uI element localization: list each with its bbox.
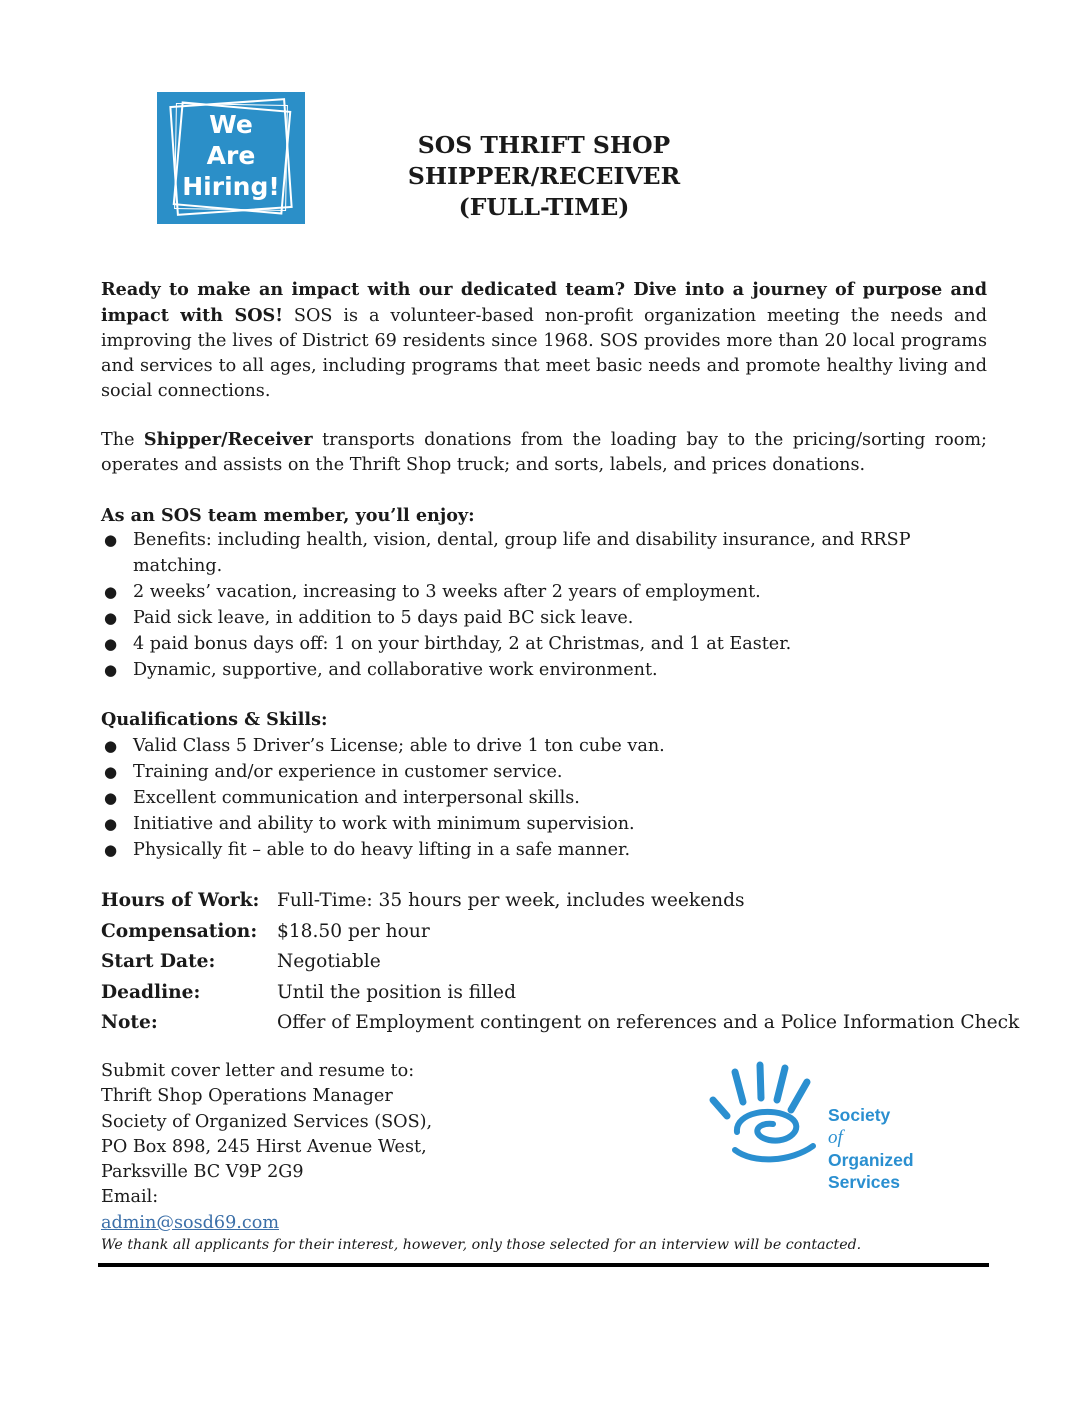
qualifications-heading: Qualifications & Skills: — [101, 709, 328, 730]
we-are-hiring-badge — [157, 92, 305, 224]
badge-text — [157, 109, 305, 202]
role-paragraph — [101, 427, 987, 478]
role-title: Shipper/Receiver — [143, 429, 313, 450]
contact-line: PO Box 898, 245 Hirst Avenue West, — [101, 1136, 427, 1157]
list-item-text: Benefits: including health, vision, dental, group life and disability insurance, and RRSP matching. — [133, 530, 911, 576]
bullet-icon: ● — [104, 531, 118, 549]
detail-row-compensation — [101, 918, 1001, 949]
list-item-text: 4 paid bonus days off: 1 on your birthday, 2 at Christmas, and 1 at Easter. — [133, 634, 792, 654]
bullet-icon: ● — [104, 737, 118, 755]
bullet-icon: ● — [104, 609, 118, 627]
detail-label: Note: — [101, 1012, 158, 1033]
detail-label: Hours of Work: — [101, 890, 260, 911]
email-label: Email: — [101, 1187, 159, 1208]
detail-value: Until the position is filled — [277, 981, 516, 1003]
contact-line: Parksville BC V9P 2G9 — [101, 1162, 304, 1183]
logo-word: of — [828, 1127, 843, 1148]
list-item-text: Dynamic, supportive, and collaborative work environment. — [133, 660, 658, 680]
list-item — [101, 759, 921, 785]
logo-line: Services — [828, 1172, 901, 1192]
list-item — [101, 733, 921, 759]
list-item — [101, 527, 921, 579]
logo-line: Organized — [828, 1150, 914, 1170]
list-item-text: Initiative and ability to work with minimum supervision. — [133, 814, 635, 834]
logo-word: Society — [828, 1105, 891, 1125]
contact-line: Society of Organized Services (SOS), — [101, 1111, 433, 1132]
badge-line: Hiring! — [182, 172, 280, 201]
page-title — [350, 130, 738, 223]
intro-lead: Ready to make an impact with our dedicated team? Dive into a journey of purpose and impact with SOS! — [101, 279, 987, 326]
bullet-icon: ● — [104, 661, 118, 679]
detail-value: $18.50 per hour — [277, 920, 430, 942]
detail-label: Start Date: — [101, 951, 216, 972]
sos-logo — [705, 1060, 945, 1192]
detail-row-deadline — [101, 979, 1001, 1010]
benefits-heading: As an SOS team member, you’ll enjoy: — [101, 505, 475, 526]
contact-line: Thrift Shop Operations Manager — [101, 1086, 393, 1107]
list-item-text: Paid sick leave, in addition to 5 days paid BC sick leave. — [133, 608, 634, 628]
badge-line: Are — [206, 141, 256, 170]
qualifications-list — [101, 733, 921, 863]
list-item-text: Excellent communication and interpersonal skills. — [133, 788, 580, 808]
list-item — [101, 657, 921, 683]
list-item — [101, 579, 921, 605]
email-line — [101, 1185, 432, 1236]
bullet-icon: ● — [104, 635, 118, 653]
detail-label: Compensation: — [101, 920, 258, 942]
detail-value: Offer of Employment contingent on references and a Police Information Check — [277, 1012, 1020, 1033]
detail-value: Full-Time: 35 hours per week, includes weekends — [277, 890, 745, 911]
detail-row-note — [101, 1009, 1020, 1040]
title-type: (FULL-TIME) — [458, 193, 630, 221]
list-item-text: Training and/or experience in customer service. — [133, 762, 563, 782]
title-org: SOS THRIFT SHOP — [417, 131, 671, 159]
list-item — [101, 811, 921, 837]
bullet-icon: ● — [104, 815, 118, 833]
badge-line: We — [209, 110, 253, 139]
role-text: transports donations from the loading bay to the pricing/sorting room; operates and assists on the Thrift Shop truck; and sorts, labels, and prices donations. — [101, 430, 987, 475]
bullet-icon: ● — [104, 841, 118, 859]
detail-value: Negotiable — [277, 951, 381, 972]
list-item-text: Valid Class 5 Driver’s License; able to drive 1 ton cube van. — [133, 736, 665, 756]
bullet-icon: ● — [104, 763, 118, 781]
list-item-text: Physically fit – able to do heavy lifting in a safe manner. — [133, 840, 631, 860]
bullet-icon: ● — [104, 789, 118, 807]
contact-block — [101, 1059, 432, 1236]
logo-wordmark — [828, 1104, 914, 1193]
contact-line: Submit cover letter and resume to: — [101, 1061, 415, 1081]
divider — [98, 1263, 989, 1267]
list-item — [101, 631, 921, 657]
email-link[interactable]: admin@sosd69.com — [101, 1212, 280, 1233]
hand-icon — [705, 1060, 830, 1170]
intro-text: SOS is a volunteer-based non-profit organization meeting the needs and improving the lives of District 69 residents since 1968. SOS provides more than 20 local programs and services to all ages, including programs that meet basic needs and promote healthy living and social connections. — [101, 306, 987, 401]
bullet-icon: ● — [104, 583, 118, 601]
list-item — [101, 785, 921, 811]
intro-paragraph — [101, 277, 987, 404]
role-prefix: The — [101, 430, 144, 450]
title-position: SHIPPER/RECEIVER — [407, 162, 681, 190]
list-item — [101, 605, 921, 631]
logo-line — [828, 1104, 914, 1149]
footnote: We thank all applicants for their interest, however, only those selected for an interview will be contacted. — [101, 1237, 862, 1253]
job-details — [101, 887, 1020, 1040]
detail-label: Deadline: — [101, 981, 201, 1003]
list-item-text: 2 weeks’ vacation, increasing to 3 weeks after 2 years of employment. — [133, 582, 761, 602]
benefits-list — [101, 527, 921, 683]
detail-row-hours — [101, 887, 1001, 918]
list-item — [101, 837, 921, 863]
detail-row-start-date — [101, 948, 1001, 979]
